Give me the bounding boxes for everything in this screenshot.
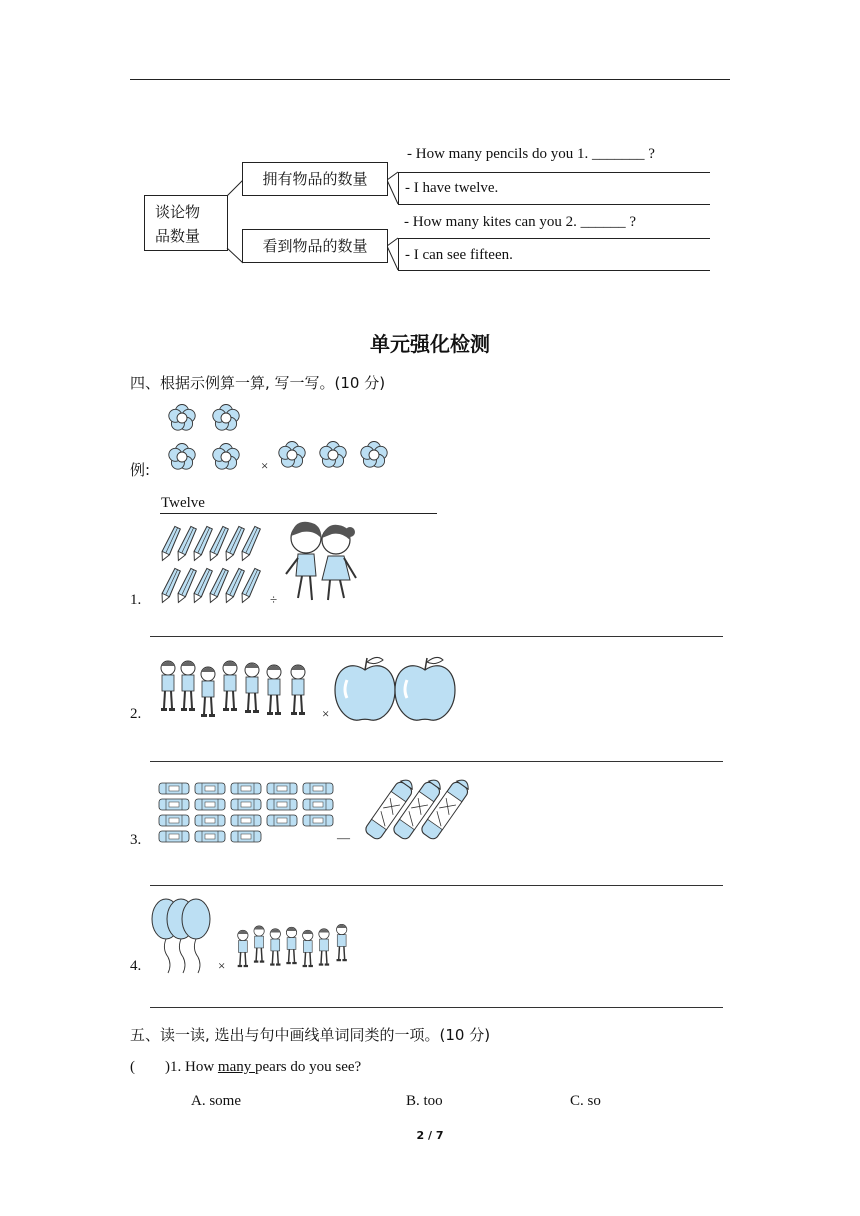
diagram-root-label: 谈论物 品数量: [155, 203, 201, 245]
diagram-answer-1: - I have twelve.: [405, 180, 499, 196]
apples-icon: [333, 654, 458, 724]
question-suffix: pears do you see?: [255, 1059, 362, 1075]
part5-heading: 五、读一读, 选出与句中画线单词同类的一项。(10 分): [130, 1026, 491, 1044]
diagram-rule-1: [398, 172, 710, 173]
item-2-operator: ×: [322, 706, 330, 721]
diagram-question-2: - How many kites can you 2. ______ ?: [404, 214, 637, 230]
item-4-number: 4.: [130, 958, 142, 974]
item-1-operator: ÷: [270, 592, 278, 607]
diagram-branch-own: [242, 162, 388, 196]
pencils-icon: [158, 522, 258, 612]
example-operator: ×: [261, 458, 269, 473]
diagram-branch-own-label: 拥有物品的数量: [262, 170, 368, 188]
diagram-question-1: - How many pencils do you 1. _______ ?: [407, 146, 655, 162]
option-c[interactable]: C. so: [570, 1093, 601, 1109]
item-4-answer-line: [150, 1007, 723, 1008]
example-answer-line: [160, 513, 437, 514]
part5-question-1: [130, 1059, 361, 1076]
two-girls-icon: [282, 518, 362, 608]
flower-group-b-icon: [272, 433, 397, 478]
diagram-answer-2: - I can see fifteen.: [405, 247, 513, 263]
item-3-answer-line: [150, 885, 723, 886]
diagram-branch-see-label: 看到物品的数量: [262, 237, 368, 255]
example-answer: Twelve: [161, 495, 205, 511]
item-1-number: 1.: [130, 592, 142, 608]
underlined-word: many: [217, 1059, 255, 1075]
item-2-answer-line: [150, 761, 723, 762]
part4-heading: 四、根据示例算一算, 写一写。(10 分): [130, 374, 386, 392]
item-3-number: 3.: [130, 832, 142, 848]
diagram-rule-vertical: [398, 172, 399, 204]
question-prefix: 1. How: [170, 1059, 218, 1075]
item-4-operator: ×: [218, 958, 226, 973]
section-title: 单元强化检测: [370, 332, 490, 356]
diagram-branch-see: [242, 229, 388, 263]
option-b[interactable]: B. too: [406, 1093, 443, 1109]
item-3-operator: —: [337, 830, 350, 845]
flower-group-a-icon: [162, 401, 252, 476]
diagram-rule-4: [398, 270, 710, 271]
diagram-rule-3: [398, 238, 710, 239]
diagram-rule-2: [398, 204, 710, 205]
crayon-boxes-icon: [157, 781, 337, 843]
item-2-number: 2.: [130, 706, 142, 722]
item-1-answer-line: [150, 636, 723, 637]
answer-paren[interactable]: ( ): [130, 1059, 170, 1075]
kids-group-icon: [234, 917, 352, 973]
crayons-icon: [357, 775, 467, 847]
balloons-icon: [148, 897, 214, 975]
example-label: 例:: [130, 461, 151, 479]
diagram-rule-vertical-2: [398, 238, 399, 270]
boys-group-icon: [156, 658, 316, 720]
page-number: 2 / 7: [416, 1129, 444, 1142]
option-a[interactable]: A. some: [191, 1093, 241, 1109]
